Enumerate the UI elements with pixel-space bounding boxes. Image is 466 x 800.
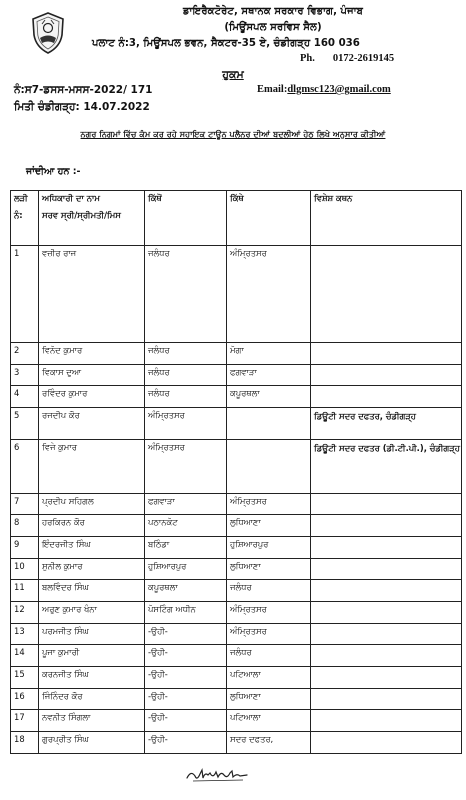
- cell-remark: [311, 580, 462, 602]
- order-date: ਮਿਤੀ ਚੰਡੀਗੜ੍ਹ: 14.07.2022: [14, 101, 150, 113]
- reference-number: ਨੰ:ਸ7-ਡਸਸ-ਮਸਸ-2022/ 171: [14, 84, 153, 96]
- cell-from: ਬਠਿੰਡਾ: [145, 536, 227, 558]
- cell-officer-name: ਪਰਮਜੀਤ ਸਿੰਘ: [39, 623, 145, 645]
- cell-to: ਪਟਿਆਲਾ: [227, 667, 311, 689]
- email-line: [257, 84, 391, 95]
- table-row: [11, 364, 462, 386]
- cell-officer-name: ਰਵਿੰਦਰ ਕੁਮਾਰ: [39, 386, 145, 408]
- cell-remark: [311, 710, 462, 732]
- cell-remark: [311, 246, 462, 343]
- cell-from: ਅੰਮ੍ਰਿਤਸਰ: [145, 439, 227, 493]
- cell-serial: 17: [11, 710, 39, 732]
- cell-to: ਅੰਮ੍ਰਿਤਸਰ: [227, 602, 311, 624]
- cell-to: ਕਪੂਰਥਲਾ: [227, 386, 311, 408]
- letterhead: [88, 4, 458, 52]
- cell-officer-name: ਵਜ਼ੀਰ ਰਾਜ: [39, 246, 145, 343]
- cell-name: (ਮਿਊਂਸਪਲ ਸਰਵਿਸ ਸੈਲ): [224, 22, 322, 33]
- cell-to: ਅੰਮ੍ਰਿਤਸਰ: [227, 493, 311, 515]
- cell-remark: [311, 493, 462, 515]
- cell-remark: [311, 386, 462, 408]
- cell-to: ਪਟਿਆਲਾ: [227, 710, 311, 732]
- cell-to: ਫਗਵਾੜਾ: [227, 364, 311, 386]
- cell-from: ਹੁਸ਼ਿਆਰਪੁਰ: [145, 558, 227, 580]
- cell-to: ਜਲੰਧਰ: [227, 645, 311, 667]
- cell-remark: [311, 364, 462, 386]
- cell-officer-name: ਇੰਦਰਜੀਤ ਸਿੰਘ: [39, 536, 145, 558]
- cell-serial: 16: [11, 688, 39, 710]
- table-row: [11, 515, 462, 537]
- cell-officer-name: ਪੂਜਾ ਕੁਮਾਰੀ: [39, 645, 145, 667]
- cell-from: ਜਲੰਧਰ: [145, 246, 227, 343]
- cell-remark: [311, 343, 462, 365]
- order-title: ਹੁਕਮ: [222, 68, 244, 81]
- header-name-line1: ਅਧਿਕਾਰੀ ਦਾ ਨਾਮ: [42, 193, 100, 203]
- cell-to: ਹੁਸ਼ਿਆਰਪੁਰ: [227, 536, 311, 558]
- intro-text: ਜਾਂਦੀਆ ਹਨ :-: [26, 166, 81, 177]
- cell-officer-name: ਨਵਨੀਤ ਸਿੰਗਲਾ: [39, 710, 145, 732]
- email-label: Email:: [257, 84, 288, 95]
- cell-from: ਜਲੰਧਰ: [145, 343, 227, 365]
- cell-serial: 7: [11, 493, 39, 515]
- cell-officer-name: ਸੁਨੀਲ ਕੁਮਾਰ: [39, 558, 145, 580]
- table-row: [11, 688, 462, 710]
- cell-to: [227, 408, 311, 440]
- cell-serial: 8: [11, 515, 39, 537]
- cell-remark: [311, 602, 462, 624]
- cell-serial: 10: [11, 558, 39, 580]
- table-row: [11, 246, 462, 343]
- cell-remark: [311, 623, 462, 645]
- table-row: [11, 439, 462, 493]
- cell-serial: 1: [11, 246, 39, 343]
- punjab-government-emblem: [29, 11, 67, 55]
- table-row: [11, 493, 462, 515]
- cell-officer-name: ਕਰਨਜੀਤ ਸਿੰਘ: [39, 667, 145, 689]
- cell-from: -ਉਹੀ-: [145, 667, 227, 689]
- header-to: ਕਿੱਥੇ: [227, 191, 311, 246]
- cell-from: -ਉਹੀ-: [145, 710, 227, 732]
- cell-from: -ਉਹੀ-: [145, 732, 227, 754]
- office-address: ਪਲਾਟ ਨੰ:3, ਮਿਊਂਸਪਲ ਭਵਨ, ਸੈਕਟਰ-35 ਏ, ਚੰਡੀਗੜ੍ਹ 160 036: [92, 38, 360, 49]
- table-row: [11, 558, 462, 580]
- cell-remark: [311, 667, 462, 689]
- phone-number: 0172-2619145: [332, 53, 395, 64]
- cell-serial: 6: [11, 439, 39, 493]
- cell-serial: 4: [11, 386, 39, 408]
- cell-to: [227, 439, 311, 493]
- table-row: [11, 386, 462, 408]
- cell-to: ਅੰਮ੍ਰਿਤਸਰ: [227, 246, 311, 343]
- cell-to: ਅੰਮ੍ਰਿਤਸਰ: [227, 623, 311, 645]
- cell-to: ਮੋਗਾ: [227, 343, 311, 365]
- cell-remark: [311, 732, 462, 754]
- header-officer-name: [39, 191, 145, 246]
- table-body: [11, 246, 462, 754]
- cell-officer-name: ਪ੍ਰਦੀਪ ਸਹਿਗਲ: [39, 493, 145, 515]
- table-row: [11, 710, 462, 732]
- cell-remark: [311, 515, 462, 537]
- cell-serial: 3: [11, 364, 39, 386]
- table-row: [11, 602, 462, 624]
- cell-officer-name: ਹਰਕਿਰਨ ਕੌਰ: [39, 515, 145, 537]
- cell-from: ਜਲੰਧਰ: [145, 364, 227, 386]
- cell-officer-name: ਗੁਰਪ੍ਰੀਤ ਸਿੰਘ: [39, 732, 145, 754]
- cell-remark: ਡਿਊਟੀ ਸਦਰ ਦਫਤਰ, ਚੰਡੀਗੜ੍ਹ: [311, 408, 462, 440]
- cell-serial: 14: [11, 645, 39, 667]
- phone-label: Ph.: [300, 53, 315, 64]
- cell-serial: 12: [11, 602, 39, 624]
- cell-to: ਜਲੰਧਰ: [227, 580, 311, 602]
- cell-serial: 18: [11, 732, 39, 754]
- header-remarks: ਵਿਸ਼ੇਸ਼ ਕਥਨ: [311, 191, 462, 246]
- table-row: [11, 732, 462, 754]
- cell-serial: 13: [11, 623, 39, 645]
- cell-serial: 11: [11, 580, 39, 602]
- cell-remark: [311, 536, 462, 558]
- header-serial: [11, 191, 39, 246]
- cell-to: ਲੁਧਿਆਣਾ: [227, 515, 311, 537]
- cell-from: ਕਪੂਰਥਲਾ: [145, 580, 227, 602]
- header-from: ਕਿੱਥੋਂ: [145, 191, 227, 246]
- header-name-line2: ਸਰਵ ਸ੍ਰੀ/ਸ੍ਰੀਮਤੀ/ਮਿਸ: [42, 210, 121, 220]
- cell-remark: ਡਿਊਟੀ ਸਦਰ ਦਫਤਰ (ਡੀ.ਟੀ.ਪੀ.), ਚੰਡੀਗੜ੍ਹ: [311, 439, 462, 493]
- table-row: [11, 580, 462, 602]
- cell-officer-name: ਬਲਵਿੰਦਰ ਸਿੰਘ: [39, 580, 145, 602]
- cell-remark: [311, 688, 462, 710]
- cell-officer-name: ਜਿੰਨਿੰਦਰ ਕੌਰ: [39, 688, 145, 710]
- cell-from: -ਉਹੀ-: [145, 645, 227, 667]
- cell-serial: 2: [11, 343, 39, 365]
- cell-from: -ਉਹੀ-: [145, 688, 227, 710]
- table-header-row: [11, 191, 462, 246]
- table-row: [11, 645, 462, 667]
- cell-to: ਲੁਧਿਆਣਾ: [227, 688, 311, 710]
- subject-line: ਨਗਰ ਨਿਗਮਾਂ ਵਿੱਚ ਕੰਮ ਕਰ ਰਹੇ ਸਹਾਇਕ ਟਾਊਨ ਪਲੈਨਰ ਦੀਆਂ ਬਦਲੀਆਂ ਹੇਠ ਲਿਖੇ ਅਨੁਸਾਰ ਕੀਤੀਆਂ: [80, 129, 386, 139]
- cell-from: ਅੰਮ੍ਰਿਤਸਰ: [145, 408, 227, 440]
- handwritten-signature: [185, 766, 249, 784]
- cell-from: ਪੋਸਟਿੰਗ ਅਧੀਨ: [145, 602, 227, 624]
- cell-from: ਫਗਵਾੜਾ: [145, 493, 227, 515]
- cell-officer-name: ਵਿਜੇ ਕੁਮਾਰ: [39, 439, 145, 493]
- cell-officer-name: ਵਿਨੋਦ ਕੁਮਾਰ: [39, 343, 145, 365]
- header-serial-line2: ਨੰ:: [14, 210, 23, 220]
- table-row: [11, 536, 462, 558]
- email-address[interactable]: dlgmsc123@gmail.com: [287, 84, 391, 95]
- phone-line: [300, 53, 394, 64]
- cell-officer-name: ਰਜਦੀਪ ਕੌਰ: [39, 408, 145, 440]
- cell-from: ਜਲੰਧਰ: [145, 386, 227, 408]
- table-row: [11, 343, 462, 365]
- table-row: [11, 623, 462, 645]
- cell-to: ਸਦਰ ਦਫਤਰ,: [227, 732, 311, 754]
- cell-serial: 5: [11, 408, 39, 440]
- cell-remark: [311, 645, 462, 667]
- cell-officer-name: ਅਰੁਣ ਕੁਮਾਰ ਖੰਨਾ: [39, 602, 145, 624]
- table-row: [11, 408, 462, 440]
- transfer-table: [10, 190, 462, 754]
- cell-officer-name: ਵਿਕਾਸ ਦੁਆ: [39, 364, 145, 386]
- cell-from: ਪਠਾਨਕੋਟ: [145, 515, 227, 537]
- cell-from: -ਉਹੀ-: [145, 623, 227, 645]
- header-serial-line1: ਲੜੀ: [14, 193, 28, 203]
- table-row: [11, 667, 462, 689]
- cell-to: ਲੁਧਿਆਣਾ: [227, 558, 311, 580]
- cell-serial: 15: [11, 667, 39, 689]
- department-name: ਡਾਇਰੈਕਟੋਰੇਟ, ਸਥਾਨਕ ਸਰਕਾਰ ਵਿਭਾਗ, ਪੰਜਾਬ: [182, 6, 364, 17]
- cell-serial: 9: [11, 536, 39, 558]
- cell-remark: [311, 558, 462, 580]
